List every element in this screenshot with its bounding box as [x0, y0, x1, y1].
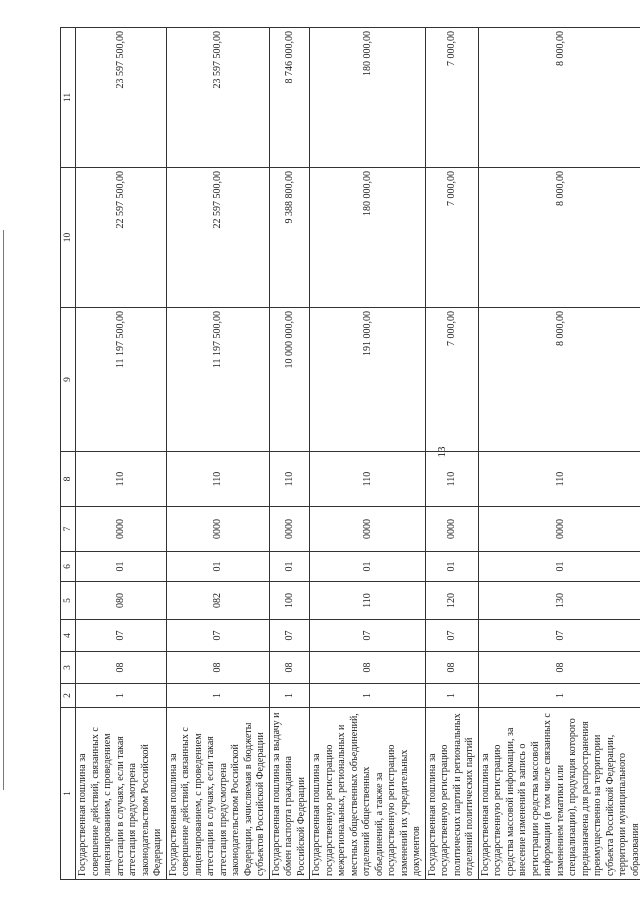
code-cell: 0000 [166, 507, 269, 552]
amount-cell: 11 197 500,00 [76, 308, 167, 452]
code-cell: 08 [478, 652, 640, 684]
code-cell: 100 [269, 582, 310, 620]
code-cell: 0000 [310, 507, 426, 552]
code-cell: 130 [478, 582, 640, 620]
column-header: 10 [61, 168, 76, 308]
table-row [166, 28, 269, 880]
amount-cell: 180 000,00 [310, 28, 426, 168]
revenue-description: Государственная пошлина за совершение действий, связанных с лицензированием, с проведением аттестации в случаях, если такая аттестация предусмотрена законодательством Российской Федерации [76, 708, 167, 880]
code-cell: 08 [310, 652, 426, 684]
code-cell: 1 [76, 684, 167, 708]
amount-cell: 8 746 000,00 [269, 28, 310, 168]
code-cell: 07 [425, 620, 478, 652]
table-row [310, 28, 426, 880]
amount-cell: 22 597 500,00 [76, 168, 167, 308]
code-cell: 0000 [478, 507, 640, 552]
amount-cell: 191 000,00 [310, 308, 426, 452]
amount-cell: 9 388 800,00 [269, 168, 310, 308]
column-header: 4 [61, 620, 76, 652]
amount-cell: 23 597 500,00 [166, 28, 269, 168]
budget-revenue-table [60, 27, 640, 880]
revenue-description: Государственная пошлина за государственную регистрацию средства массовой информации, за внесение изменений в запись о регистрации средства массовой информации (в том числе связанных с изменением тематики или специализации), продукция которого предназначена для распространения преимущественно на территории субъекта Российской Федерации, территории муниципального образования [478, 708, 640, 880]
column-header: 1 [61, 708, 76, 880]
code-cell: 1 [310, 684, 426, 708]
amount-cell: 180 000,00 [310, 168, 426, 308]
margin-rule [3, 230, 4, 790]
header-row [61, 28, 76, 880]
amount-cell: 11 197 500,00 [166, 308, 269, 452]
amount-cell: 8 000,00 [478, 28, 640, 168]
amount-cell: 10 000 000,00 [269, 308, 310, 452]
code-cell: 01 [478, 552, 640, 582]
revenue-description: Государственная пошлина за государственную регистрацию межрегиональных, региональных и местных общественных объединений, отделений общественных объединений, а также за государственную регистрацию изменений их учредительных документов [310, 708, 426, 880]
column-header: 2 [61, 684, 76, 708]
code-cell: 01 [269, 552, 310, 582]
code-cell: 0000 [269, 507, 310, 552]
code-cell: 080 [76, 582, 167, 620]
code-cell: 110 [166, 452, 269, 507]
code-cell: 110 [310, 582, 426, 620]
revenue-description: Государственная пошлина за государственную регистрацию политических партий и региональных отделений политических партий [425, 708, 478, 880]
column-header: 8 [61, 452, 76, 507]
amount-cell: 23 597 500,00 [76, 28, 167, 168]
column-header: 7 [61, 507, 76, 552]
code-cell: 01 [76, 552, 167, 582]
code-cell: 08 [425, 652, 478, 684]
column-header: 11 [61, 28, 76, 168]
code-cell: 07 [76, 620, 167, 652]
code-cell: 1 [425, 684, 478, 708]
code-cell: 1 [269, 684, 310, 708]
code-cell: 1 [166, 684, 269, 708]
table-row [425, 28, 478, 880]
code-cell: 0000 [76, 507, 167, 552]
code-cell: 01 [310, 552, 426, 582]
amount-cell: 7 000,00 [425, 168, 478, 308]
table-row [76, 28, 167, 880]
amount-cell: 7 000,00 [425, 308, 478, 452]
code-cell: 07 [166, 620, 269, 652]
code-cell: 1 [478, 684, 640, 708]
code-cell: 110 [310, 452, 426, 507]
table-row [269, 28, 310, 880]
rotated-page [60, 28, 640, 880]
page-number: 13 [436, 446, 448, 458]
code-cell: 08 [76, 652, 167, 684]
code-cell: 110 [425, 452, 478, 507]
code-cell: 110 [478, 452, 640, 507]
code-cell: 07 [478, 620, 640, 652]
column-header: 6 [61, 552, 76, 582]
code-cell: 07 [269, 620, 310, 652]
code-cell: 110 [76, 452, 167, 507]
code-cell: 110 [269, 452, 310, 507]
revenue-description: Государственная пошлина за совершение действий, связанных с лицензированием, с проведением аттестации в случаях, если такая аттестация предусмотрена законодательством Российской Федерации, зачисляемая в бюджеты субъектов Российской Федерации [166, 708, 269, 880]
amount-cell: 22 597 500,00 [166, 168, 269, 308]
amount-cell: 8 000,00 [478, 168, 640, 308]
amount-cell: 8 000,00 [478, 308, 640, 452]
code-cell: 120 [425, 582, 478, 620]
amount-cell: 7 000,00 [425, 28, 478, 168]
table-row [478, 28, 640, 880]
code-cell: 082 [166, 582, 269, 620]
code-cell: 07 [310, 620, 426, 652]
revenue-description: Государственная пошлина за выдачу и обмен паспорта гражданина Российской Федерации [269, 708, 310, 880]
column-header: 9 [61, 308, 76, 452]
budget-table-container [60, 28, 640, 880]
code-cell: 08 [269, 652, 310, 684]
code-cell: 01 [425, 552, 478, 582]
code-cell: 0000 [425, 507, 478, 552]
code-cell: 01 [166, 552, 269, 582]
column-header: 5 [61, 582, 76, 620]
column-header: 3 [61, 652, 76, 684]
code-cell: 08 [166, 652, 269, 684]
